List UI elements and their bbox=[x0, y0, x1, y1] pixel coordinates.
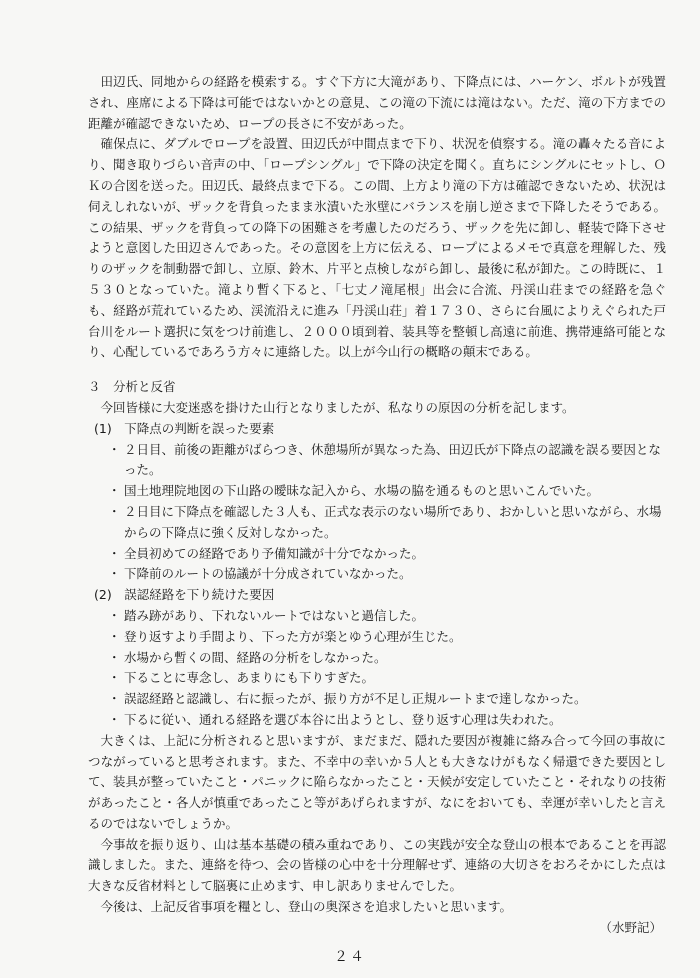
list-item: ・ 踏み跡があり、下れないルートではないと過信した。 bbox=[108, 606, 666, 627]
section-heading: ３ 分析と反省 bbox=[88, 379, 176, 395]
list-item: ・ 下ることに専念し、あまりにも下りすぎた。 bbox=[108, 668, 666, 689]
list-item: ・ 登り返すより手間より、下った方が楽とゆう心理が生じた。 bbox=[108, 627, 666, 648]
list-item: ・ 全員初めての経路であり予備知識が十分でなかった。 bbox=[108, 544, 666, 565]
subsection-heading: (2) 誤認経路を下り続けた要因 bbox=[94, 587, 275, 603]
list-item: ・ 下るに従い、通れる経路を選び本谷に出ようとし、登り返す心理は失われた。 bbox=[108, 710, 666, 731]
list-item: ・ 下降前のルートの協議が十分成されていなかった。 bbox=[108, 564, 666, 585]
closing-paragraph: 今事故を振り返り、山は基本基礎の積み重ねであり、この実践が安全な登山の根本であることを再認識しました。また、連絡を待つ、会の皆様の心中を十分理解せず、連絡の大切さをおろそかにした点は大きな反省材料として脳裏に止めます、申し訳ありませんでした。 bbox=[88, 836, 666, 894]
bullet-list bbox=[88, 606, 666, 731]
bullet-list bbox=[88, 440, 666, 586]
list-item: ・ ２日目、前後の距離がばらつき、休憩場所が異なった為、田辺氏が下降点の認識を誤る要因となった。 bbox=[108, 440, 666, 482]
author-signature: （水野記） bbox=[599, 919, 662, 935]
list-item: ・ 国土地理院地図の下山路の曖昧な記入から、水場の脇を通るものと思いこんでいた。 bbox=[108, 481, 666, 502]
list-item: ・ 誤認経路と認識し、右に振ったが、振り方が不足し正規ルートまで達しなかった。 bbox=[108, 689, 666, 710]
narrative-paragraph: 確保点に、ダブルでロープを設置、田辺氏が中間点まで下り、状況を偵察する。滝の轟々たる音により、聞き取りづらい音声の中、「ロープシングル」で下降の決定を聞く。直ちにシングルにセットし、ＯＫの合図を送った。田辺氏、最終点まで下る。この間、上方より滝の下方は確認できないため、状況は伺えしれないが、ザックを背負ったまま氷漬いた氷壁にバランスを崩し逆さまで下降したそうである。この結果、ザックを背負っての降下の困難さを考慮したのだろう、ザックを先に卸し、軽装で降下させようと意図した田辺さんであった。その意図を上方に伝える、ロープによるメモで真意を理解した、残りのザックを制動器で卸し、立原、鈴木、片平と点検しながら卸し、最後に私が卸た。この時既に、１５３０となっていた。滝より暫く下ると、「七丈ノ滝尾根」出会に合流、丹渓山荘までの経路を急ぐも、経路が荒れているため、渓流沿えに進み「丹渓山荘」着１７３０、さらに台風によりえぐられた戸台川をルート選択に気をつけ前進し、２０００頃到着、装具等を整頓し高遠に前進、携帯連絡可能となり、心配しているであろう方々に連絡した。以上が今山行の概略の顛末である。 bbox=[88, 136, 667, 360]
narrative-paragraph: 田辺氏、同地からの経路を模索する。すぐ下方に大滝があり、下降点には、ハーケン、ボルトが残置され、座席による下降は可能ではないかとの意見、この滝の下流には滝はない。ただ、滝の下方までの距離が確認できないため、ロープの長さに不安があった。 bbox=[88, 74, 666, 131]
subsection-heading: (1) 下降点の判断を誤った要素 bbox=[94, 420, 275, 436]
closing-paragraph: 今後は、上記反省事項を糧とし、登山の奥深さを追求したいと思います。 bbox=[100, 899, 513, 915]
list-item: ・ 水場から暫くの間、経路の分析をしなかった。 bbox=[108, 648, 666, 669]
page-number: ２４ bbox=[334, 949, 366, 965]
section-intro: 今回皆様に大変迷惑を掛けた山行となりましたが、私なりの原因の分析を記します。 bbox=[100, 399, 575, 415]
list-item: ・ ２日目に下降点を確認した３人も、正式な表示のない場所であり、おかしいと思いながら、水場からの下降点に強く反対しなかった。 bbox=[108, 502, 666, 544]
closing-paragraph: 大きくは、上記に分析されると思いますが、まだまだ、隠れた要因が複雑に絡み合って今回の事故につながっていると思考されます。また、不幸中の幸いか５人とも大きなけがもなく帰還できた要因として、装具が整っていたこと・パニックに陥らなかったこと・天候が安定していたこと・それなりの技術があったこと・各人が慎重であったこと等があげられますが、なにをおいても、幸運が幸いしたと言えるのではないでしょうか。 bbox=[88, 732, 666, 831]
document-body bbox=[88, 72, 666, 939]
